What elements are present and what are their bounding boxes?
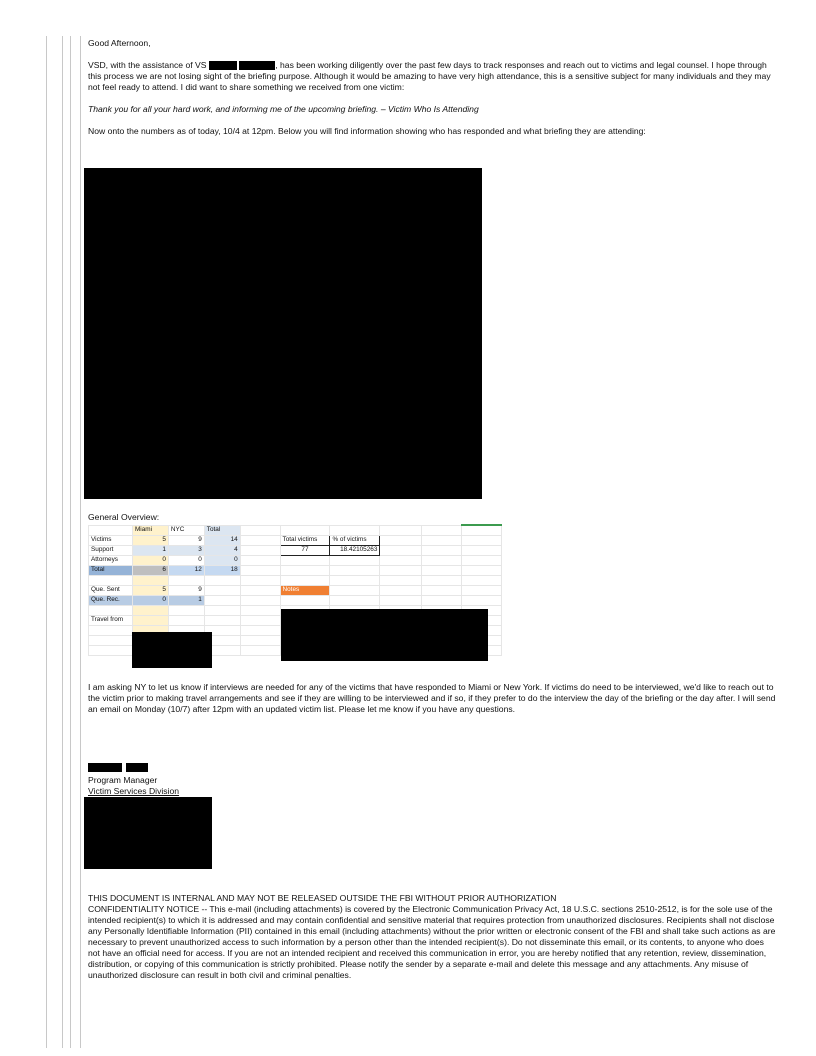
table-row [89, 546, 502, 556]
cell-nyc: 0 [168, 556, 204, 566]
cell-miami: 6 [132, 566, 168, 576]
row-label: Que. Sent [89, 586, 133, 596]
margin-rule [62, 36, 63, 1048]
cell-nyc: 12 [168, 566, 204, 576]
col-header-nyc: NYC [168, 525, 204, 536]
cell-total: 4 [204, 546, 240, 556]
sheet-corner-cell [89, 525, 133, 536]
row-label: Victims [89, 536, 133, 546]
margin-rule [46, 36, 47, 1048]
table-row [89, 536, 502, 546]
pct-victims-value: 18.42105263 [330, 546, 380, 556]
paragraph-intro-end: , has been working diligently over the past few days to track responses and reach out to victims and legal counsel. I hope through this process we are not losing sight of the briefing purpose. Although it would be amazing to have very high attendance, this is a sensitive subject for many individuals and they may not feel ready to attend. I did want to share something we received from one victim: [88, 60, 771, 92]
paragraph-intro [88, 60, 778, 93]
paragraph-numbers: Now onto the numbers as of today, 10/4 at 12pm. Below you will find information showing who has responded and what briefing they are attending: [88, 126, 646, 136]
total-victims-value: 77 [280, 546, 330, 556]
redacted-image [84, 168, 482, 499]
cell-total: 14 [204, 536, 240, 546]
row-label: Que. Rec. [89, 596, 133, 606]
cell-nyc: 9 [168, 586, 204, 596]
cell-nyc: 9 [168, 536, 204, 546]
redaction-travel [132, 632, 212, 668]
redaction-bar [209, 61, 237, 70]
cell-nyc: 1 [168, 596, 204, 606]
table-row [89, 586, 502, 596]
cell-total: 18 [204, 566, 240, 576]
victim-quote: Thank you for all your hard work, and informing me of the upcoming briefing. – Victim Who Is Attending [88, 104, 479, 114]
cell-miami: 0 [132, 556, 168, 566]
table-row-total [89, 566, 502, 576]
paragraph-request: I am asking NY to let us know if interviews are needed for any of the victims that have responded to Miami or New York. If victims do need to be interviewed, we'd like to reach out to the victim prior to making travel arrangements and see if they are willing to be interviewed and if so, if they prefer to do the interview the day of the briefing or the day after. I will send an email on Monday (10/7) after 12pm with an updated victim list. Please let me know if you have any questions. [88, 682, 776, 714]
row-label: Travel from [89, 616, 133, 626]
cell-nyc: 3 [168, 546, 204, 556]
confidentiality-notice: CONFIDENTIALITY NOTICE -- This e-mail (including attachments) is covered by the Electronic Communication Privacy Act, 18 U.S.C. sections 2510-2512, is for the sole use of the intended recipient(s) to which it is addressed and may contain confidential and sensitive material that requires protection from unauthorized disclosures. Recipients shall not disclose any Personally Identifiable Information (PII) contained in this email (including attachments) without the prior written or electronic consent of the FBI and shall take such actions as are necessary to prevent unauthorized access to such information by a person other than the intended recipient(s). Do not disseminate this email, or its contents, to anyone who does not have an official need for access. If you are not an intended recipient and received this communication in error, you are hereby notified that any retention, review, dissemination, distribution, or copying of this communication is strictly prohibited. Please notify the sender by a separate e-mail and delete this message and any attachments. Any misuse of unauthorized disclosure can result in both civil and criminal penalties. [88, 904, 776, 980]
paragraph-intro-start: VSD, with the assistance of VS [88, 60, 207, 70]
notes-label: Notes [280, 586, 330, 596]
cell-miami: 0 [132, 596, 168, 606]
internal-notice-header: THIS DOCUMENT IS INTERNAL AND MAY NOT BE RELEASED OUTSIDE THE FBI WITHOUT PRIOR AUTHORIZATION [88, 893, 557, 903]
redaction-signer-name [88, 763, 122, 772]
general-overview-label: General Overview: [88, 512, 160, 522]
row-label: Support [89, 546, 133, 556]
email-body [88, 38, 778, 137]
table-row [89, 596, 502, 606]
col-header-miami: Miami [132, 525, 168, 536]
greeting: Good Afternoon, [88, 38, 151, 48]
table-row [89, 556, 502, 566]
signature-division: Victim Services Division [88, 786, 180, 796]
redaction-signer-name [126, 763, 148, 772]
cell-miami: 5 [132, 536, 168, 546]
sheet-header-row [89, 525, 502, 536]
cell-miami: 1 [132, 546, 168, 556]
margin-rule [80, 36, 81, 1048]
overview-spreadsheet [88, 524, 502, 670]
cell-total: 0 [204, 556, 240, 566]
total-victims-header: Total victims [280, 536, 330, 546]
cell-miami: 5 [132, 586, 168, 596]
signature-title: Program Manager [88, 775, 158, 785]
margin-rule [70, 36, 71, 1048]
pct-victims-header: % of victims [330, 536, 380, 546]
row-label: Attorneys [89, 556, 133, 566]
col-header-total: Total [204, 525, 240, 536]
redaction-signature-block [84, 797, 212, 869]
redaction-notes [281, 609, 488, 661]
row-label: Total [89, 566, 133, 576]
redaction-bar [239, 61, 275, 70]
